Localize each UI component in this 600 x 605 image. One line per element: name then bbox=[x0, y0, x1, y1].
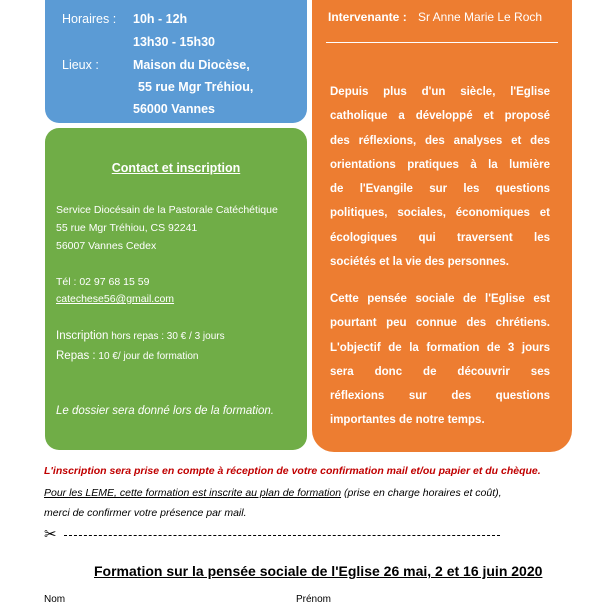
leme-rest: (prise en charge horaires et coût), bbox=[341, 487, 502, 499]
paragraph-line: politiques, sociales, économiques et bbox=[330, 207, 550, 220]
paragraph-line: de l'Evangile sur les questions bbox=[330, 183, 550, 196]
scissors-icon: ✂ bbox=[44, 525, 57, 543]
paragraph-line: L'objectif de la formation de 3 jours bbox=[330, 341, 550, 354]
description-paragraph-1 bbox=[330, 80, 550, 274]
confirm-notice: merci de confirmer votre présence par mail. bbox=[44, 507, 247, 519]
fee-line bbox=[56, 330, 225, 342]
place-city: 56000 Vannes bbox=[133, 102, 216, 116]
org-line-1: Service Diocésain de la Pastorale Catéchétique bbox=[56, 204, 278, 216]
paragraph-line: écologiques qui traversent les bbox=[330, 231, 550, 244]
firstname-label: Prénom bbox=[296, 594, 332, 605]
meal-text: 10 €/ jour de formation bbox=[95, 351, 199, 362]
meal-label: Repas : bbox=[56, 350, 96, 362]
form-title: Formation sur la pensée sociale de l'Eglise 26 mai, 2 et 16 juin 2020 bbox=[94, 563, 543, 579]
registration-notice: L'inscription sera prise en compte à réception de votre confirmation mail et/ou papier et du chèque. bbox=[44, 465, 541, 477]
paragraph-line: orientations pratiques à la lumière bbox=[330, 158, 550, 171]
paragraph-line: importantes de notre temps. bbox=[330, 414, 485, 427]
leme-notice bbox=[44, 487, 502, 499]
hours-morning: 10h - 12h bbox=[133, 12, 188, 26]
paragraph-line: Cette pensée sociale de l'Eglise est bbox=[330, 293, 550, 305]
paragraph-line: réflexions sur des questions bbox=[330, 390, 550, 403]
cut-line bbox=[44, 525, 500, 543]
divider bbox=[326, 42, 558, 43]
paragraph-line: Depuis plus d'un siècle, l'Eglise bbox=[330, 86, 550, 98]
speaker-name: Sr Anne Marie Le Roch bbox=[418, 10, 543, 24]
paragraph-line: catholique a développé et proposé bbox=[330, 110, 550, 123]
paragraph-line: sera donc de découvrir ses bbox=[330, 365, 550, 378]
leme-underlined: Pour les LEME, cette formation est inscrite au plan de formation bbox=[44, 487, 342, 499]
dossier-note: Le dossier sera donné lors de la formation. bbox=[56, 405, 274, 417]
hours-label: Horaires : bbox=[62, 12, 117, 26]
paragraph-line: sociétés et la vie des personnes. bbox=[330, 256, 509, 269]
fee-label: Inscription bbox=[56, 330, 109, 342]
fee-text: hors repas : 30 € / 3 jours bbox=[108, 331, 225, 342]
dashed-divider bbox=[64, 535, 500, 536]
org-line-2: 55 rue Mgr Tréhiou, CS 92241 bbox=[56, 222, 198, 234]
email-link[interactable]: catechese56@gmail.com bbox=[56, 293, 175, 305]
contact-box bbox=[45, 128, 307, 450]
description-paragraph-2 bbox=[330, 287, 550, 433]
paragraph-line: pourtant peu connue des chrétiens. bbox=[330, 317, 550, 330]
meal-line bbox=[56, 350, 198, 362]
org-line-3: 56007 Vannes Cedex bbox=[56, 240, 157, 252]
hours-afternoon: 13h30 - 15h30 bbox=[133, 35, 215, 49]
speaker-label: Intervenante : bbox=[328, 10, 407, 24]
paragraph-line: des réflexions, des analyses et des bbox=[330, 134, 550, 147]
place-street: 55 rue Mgr Tréhiou, bbox=[138, 80, 254, 94]
place-name: Maison du Diocèse, bbox=[133, 58, 250, 72]
phone: Tél : 02 97 68 15 59 bbox=[56, 276, 150, 288]
contact-title: Contact et inscription bbox=[111, 161, 241, 175]
name-label: Nom bbox=[44, 594, 66, 605]
place-label: Lieux : bbox=[62, 58, 99, 72]
